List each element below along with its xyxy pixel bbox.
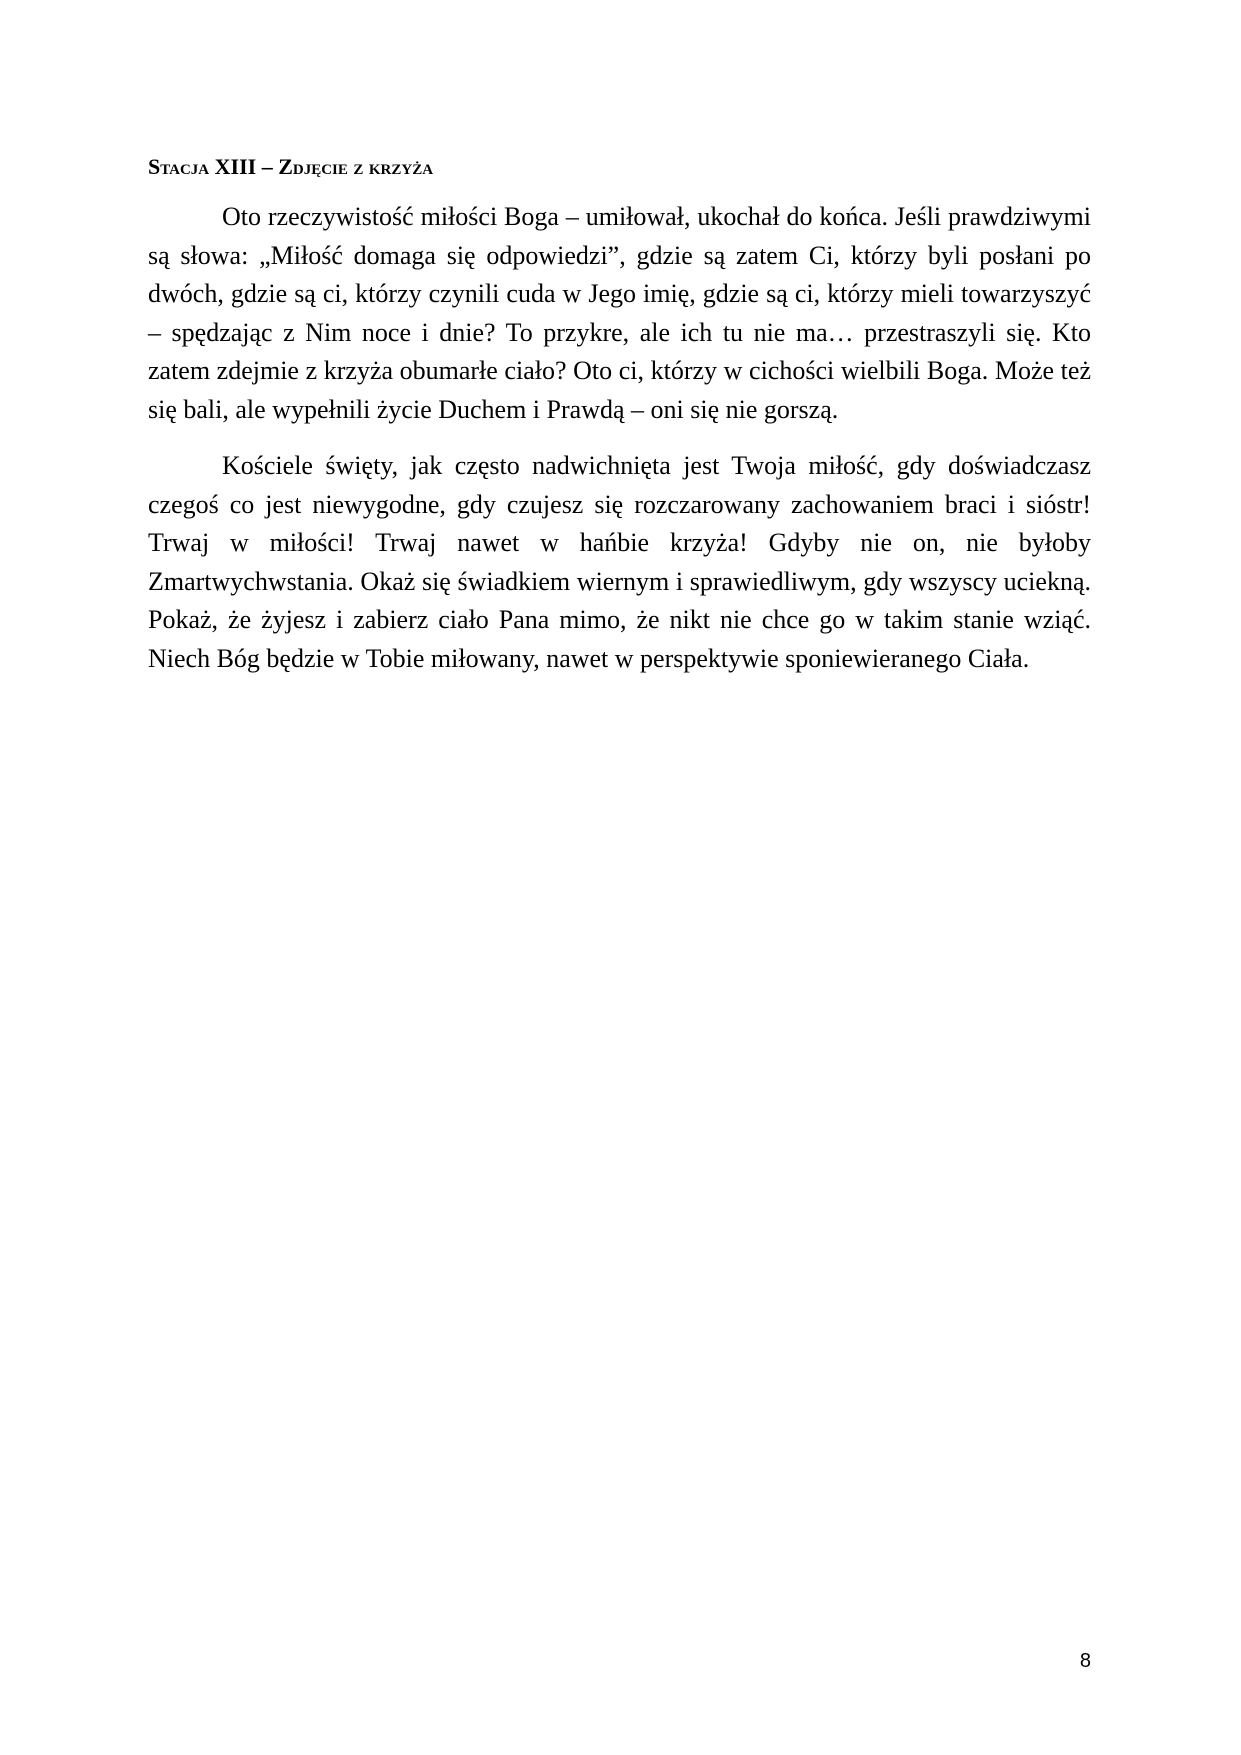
body-text xyxy=(148,198,1091,696)
paragraph: Oto rzeczywistość miłości Boga – umiłował, ukochał do końca. Jeśli prawdziwymi są słowa: „Miłość domaga się odpowiedzi”, gdzie są zatem Ci, którzy byli posłani po dwóch, gdzie są ci, którzy czynili cuda w Jego imię, gdzie są ci, którzy mieli towarzyszyć – spędzając z Nim noce i dnie? To przykre, ale ich tu nie ma… przestraszyli się. Kto zatem zdejmie z krzyża obumarłe ciało? Oto ci, którzy w cichości wielbili Boga. Może też się bali, ale wypełnili życie Duchem i Prawdą – oni się nie gorszą. xyxy=(148,202,1091,424)
page-number: 8 xyxy=(1079,1650,1091,1672)
station-heading: Stacja XIII – Zdjęcie z krzyża xyxy=(148,154,434,179)
paragraph: Kościele święty, jak często nadwichnięta jest Twoja miłość, gdy doświadczasz czegoś co jest niewygodne, gdy czujesz się rozczarowany zachowaniem braci i sióstr! Trwaj w miłości! Trwaj nawet w hańbie krzyża! Gdyby nie on, nie byłoby Zmartwychwstania. Okaż się świadkiem wiernym i sprawiedliwym, gdy wszyscy uciekną. Pokaż, że żyjesz i zabierz ciało Pana mimo, że nikt nie chce go w takim stanie wziąć. Niech Bóg będzie w Tobie miłowany, nawet w perspektywie sponiewieranego Ciała. xyxy=(148,451,1091,673)
